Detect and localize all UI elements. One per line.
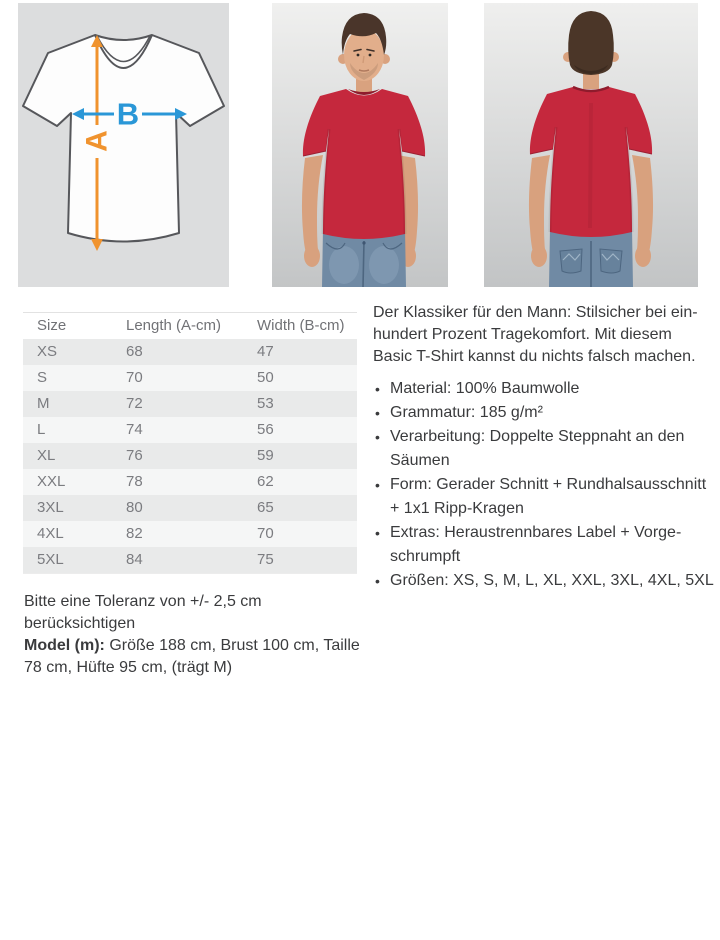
bullet-icon: • — [375, 477, 380, 493]
bullet-icon: • — [375, 405, 380, 421]
length-cell: 72 — [126, 395, 143, 412]
size-diagram-image — [18, 3, 229, 287]
width-cell: 53 — [257, 395, 274, 412]
table-row — [23, 547, 357, 573]
length-cell: 76 — [126, 447, 143, 464]
size-cell: 5XL — [37, 551, 64, 568]
width-cell: 62 — [257, 473, 274, 490]
table-row — [23, 339, 357, 365]
list-item — [373, 401, 717, 425]
size-cell: XS — [37, 343, 58, 360]
tshirt-outline — [23, 35, 224, 242]
width-cell: 75 — [257, 551, 274, 568]
length-cell: 82 — [126, 525, 143, 542]
tshirt-measurement-diagram — [18, 3, 229, 287]
intro-line: Basic T-Shirt kannst du nichts falsch machen. — [373, 348, 696, 365]
width-cell: 70 — [257, 525, 274, 542]
column-header-size: Size — [37, 317, 67, 334]
length-cell: 80 — [126, 499, 143, 516]
size-cell: XXL — [37, 473, 66, 490]
table-row — [23, 495, 357, 521]
model-front-image — [272, 3, 448, 287]
feature-text: Extras: Heraustrennbares Label + Vorgeschrumpft — [390, 524, 682, 565]
intro-line: Der Klassiker für den Mann: Stilsicher bei ein- — [373, 304, 698, 321]
column-header-width: Width (B-cm) — [257, 317, 345, 334]
feature-text: Größen: XS, S, M, L, XL, XXL, 3XL, 4XL, 5XL — [390, 572, 714, 589]
product-description — [373, 302, 717, 593]
length-cell: 78 — [126, 473, 143, 490]
bullet-icon: • — [375, 429, 380, 445]
size-cell: S — [37, 369, 48, 386]
size-cell: 4XL — [37, 525, 64, 542]
list-item — [373, 521, 717, 569]
list-item — [373, 473, 717, 521]
width-cell: 50 — [257, 369, 274, 386]
model-back-image — [484, 3, 698, 287]
size-table — [23, 312, 357, 574]
size-cell: 3XL — [37, 499, 64, 516]
feature-text: Verarbeitung: Doppelte Steppnaht an den Säumen — [390, 428, 685, 469]
column-header-length: Length (A-cm) — [126, 317, 222, 334]
feature-text: Form: Gerader Schnitt + Rundhalsausschnitt + 1x1 Ripp-Kragen — [390, 476, 707, 517]
intro-line: hundert Prozent Tragekomfort. Mit diesem — [373, 326, 672, 343]
feature-text: Material: 100% Baumwolle — [390, 380, 580, 397]
length-cell: 74 — [126, 421, 143, 438]
table-row — [23, 443, 357, 469]
table-row — [23, 521, 357, 547]
length-cell: 68 — [126, 343, 143, 360]
size-table-header — [23, 313, 357, 339]
feature-list — [373, 377, 717, 593]
list-item — [373, 569, 717, 593]
table-row — [23, 469, 357, 495]
table-row — [23, 391, 357, 417]
bullet-icon: • — [375, 525, 380, 541]
label-a: A — [80, 130, 114, 152]
tolerance-note — [24, 591, 366, 679]
size-cell: XL — [37, 447, 56, 464]
model-label: Model (m): — [24, 637, 105, 654]
table-row — [23, 365, 357, 391]
model-info — [24, 635, 366, 679]
width-cell: 65 — [257, 499, 274, 516]
length-cell: 84 — [126, 551, 143, 568]
label-b: B — [116, 96, 140, 132]
model-details: Größe 188 cm, Brust 100 cm, Taille 78 cm, Hüfte 95 cm, (trägt M) — [24, 637, 360, 676]
description-intro — [373, 302, 717, 368]
width-cell: 56 — [257, 421, 274, 438]
bullet-icon: • — [375, 381, 380, 397]
size-cell: M — [37, 395, 50, 412]
bullet-icon: • — [375, 573, 380, 589]
list-item — [373, 425, 717, 473]
width-cell: 47 — [257, 343, 274, 360]
feature-text: Grammatur: 185 g/m² — [390, 404, 543, 421]
table-row — [23, 417, 357, 443]
model-back-illustration — [484, 3, 698, 287]
list-item — [373, 377, 717, 401]
width-cell: 59 — [257, 447, 274, 464]
size-cell: L — [37, 421, 46, 438]
tolerance-text: Bitte eine Toleranz von +/- 2,5 cm berücksichtigen — [24, 593, 262, 632]
model-front-illustration — [272, 3, 448, 287]
length-cell: 70 — [126, 369, 143, 386]
